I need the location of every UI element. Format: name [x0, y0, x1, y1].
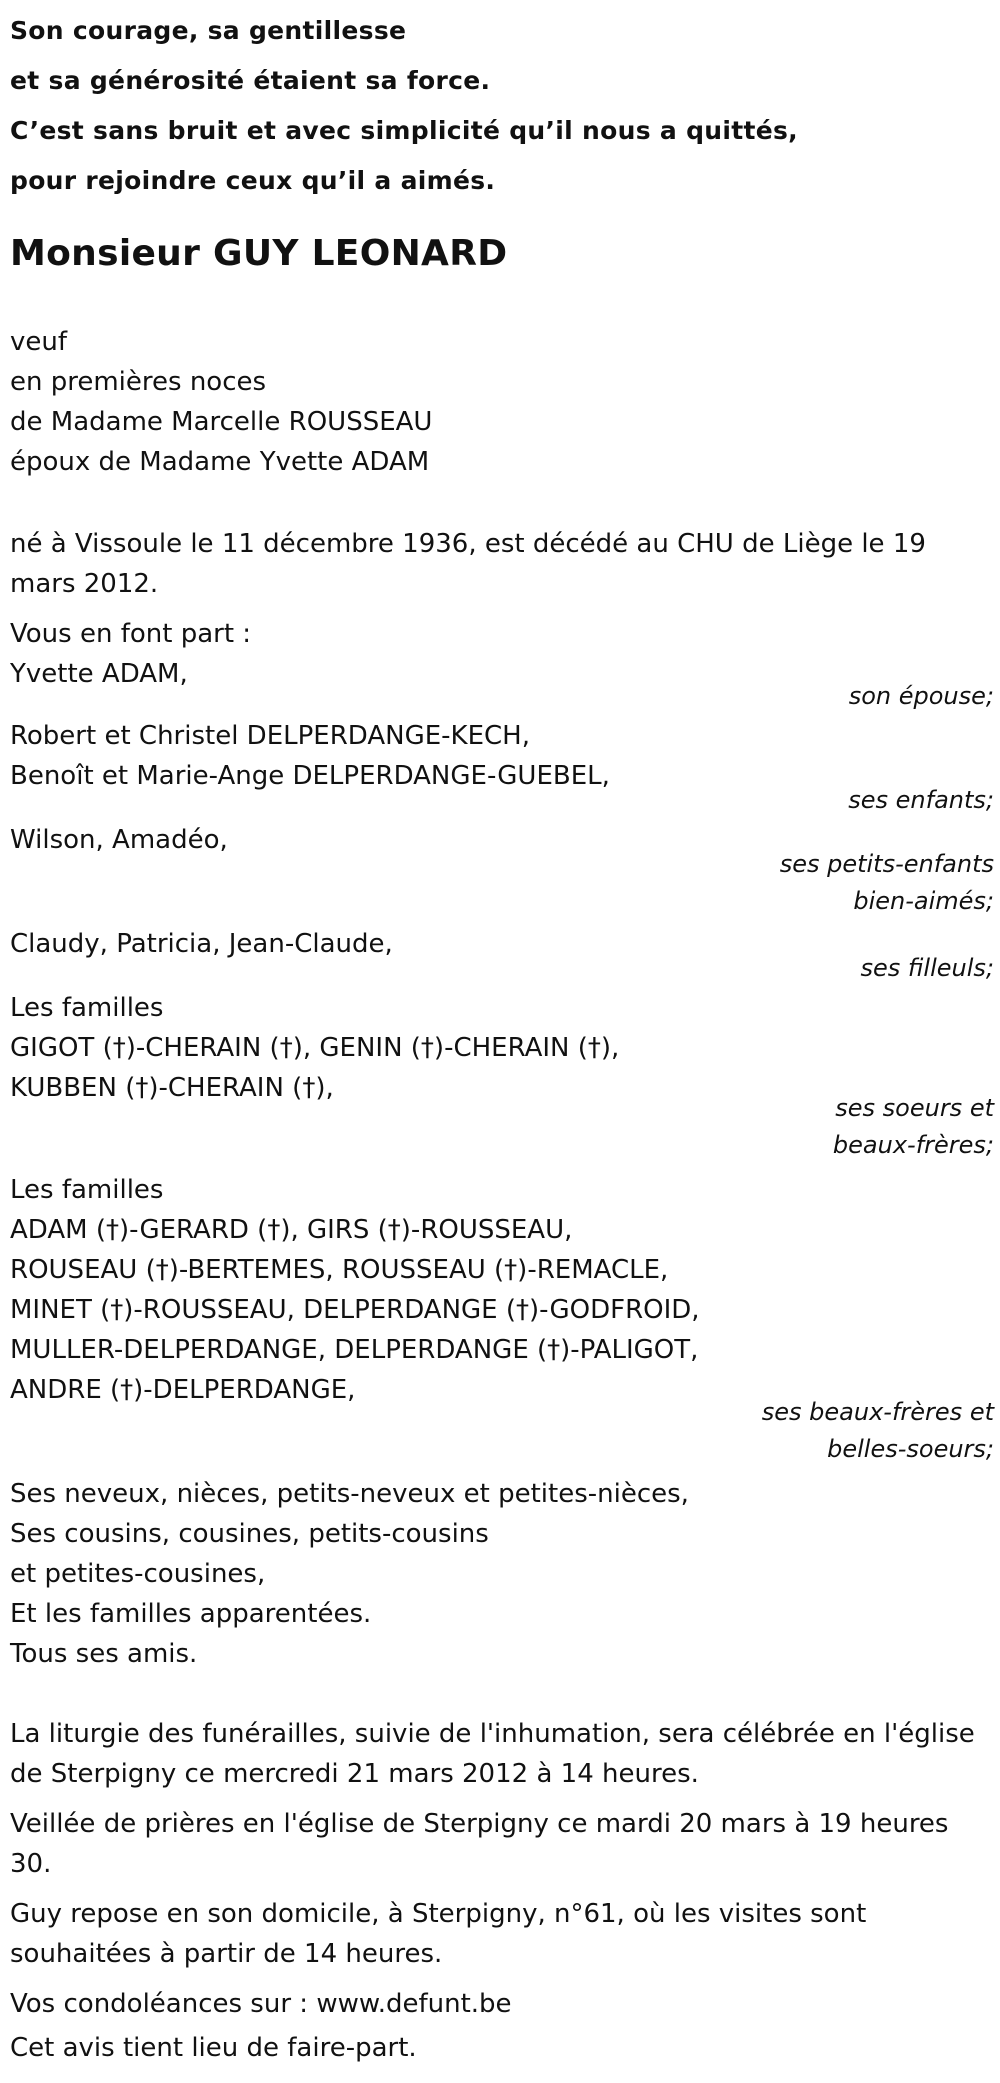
- children-names: [10, 716, 610, 796]
- sibling-line: KUBBEN (†)-CHERAIN (†),: [10, 1073, 334, 1103]
- sibling-line: Les familles: [10, 993, 164, 1023]
- birth-death-line: né à Vissoule le 11 décembre 1936, est décédé au CHU de Liège le 19: [10, 529, 926, 559]
- vigil-info: Veillée de prières en l'église de Sterpigny ce mardi 20 mars à 19 heures 30.: [10, 1809, 949, 1879]
- funeral-info: La liturgie des funérailles, suivie de l'inhumation, sera célébrée en l'église de Sterpigny ce mercredi 21 mars 2012 à 14 heures.: [10, 1719, 975, 1789]
- child-line: Robert et Christel DELPERDANGE-KECH,: [10, 721, 530, 751]
- sibling-line: GIGOT (†)-CHERAIN (†), GENIN (†)-CHERAIN (†),: [10, 1033, 620, 1063]
- godchildren-names: Claudy, Patricia, Jean-Claude,: [10, 929, 393, 959]
- condolences-info: Vos condoléances sur : www.defunt.be: [10, 1989, 512, 2019]
- role-line: ses petits-enfants: [779, 850, 994, 878]
- relative-line: Et les familles apparentées.: [10, 1599, 372, 1629]
- intro-line: C’est sans bruit et avec simplicité qu’il nous a quittés,: [10, 116, 798, 145]
- children-role: ses enfants;: [848, 786, 994, 814]
- in-law-line: MULLER-DELPERDANGE, DELPERDANGE (†)-PALIGOT,: [10, 1335, 699, 1365]
- in-law-line: ANDRE (†)-DELPERDANGE,: [10, 1375, 356, 1405]
- role-line: ses soeurs et: [835, 1094, 994, 1122]
- relative-line: Tous ses amis.: [10, 1639, 198, 1669]
- marital-line: de Madame Marcelle ROUSSEAU: [10, 407, 433, 437]
- role-line: ses beaux-frères et: [761, 1398, 994, 1426]
- child-line: Benoît et Marie-Ange DELPERDANGE-GUEBEL,: [10, 761, 610, 791]
- notice-text: Cet avis tient lieu de faire-part.: [10, 2033, 417, 2063]
- in-law-line: Les familles: [10, 1175, 164, 1205]
- intro-line: pour rejoindre ceux qu’il a aimés.: [10, 166, 496, 195]
- godchildren-role: ses filleuls;: [860, 954, 994, 982]
- birth-death-info: [10, 524, 926, 604]
- marital-status: [10, 322, 432, 482]
- marital-line: époux de Madame Yvette ADAM: [10, 447, 430, 477]
- intro-line: Son courage, sa gentillesse: [10, 16, 407, 45]
- wife-name: Yvette ADAM,: [10, 659, 188, 689]
- wife-role: son épouse;: [848, 682, 994, 710]
- intro-line: et sa générosité étaient sa force.: [10, 66, 491, 95]
- in-law-line: ADAM (†)-GERARD (†), GIRS (†)-ROUSSEAU,: [10, 1215, 573, 1245]
- relative-line: Ses cousins, cousines, petits-cousins: [10, 1519, 489, 1549]
- relative-line: et petites-cousines,: [10, 1559, 266, 1589]
- relative-line: Ses neveux, nièces, petits-neveux et petites-nièces,: [10, 1479, 689, 1509]
- deceased-name: Monsieur GUY LEONARD: [10, 233, 508, 274]
- in-laws-role: [762, 1394, 994, 1468]
- grandchildren-names: Wilson, Amadéo,: [10, 825, 228, 855]
- role-line: bien-aimés;: [853, 887, 994, 915]
- birth-death-line: mars 2012.: [10, 569, 159, 599]
- in-law-line: MINET (†)-ROUSSEAU, DELPERDANGE (†)-GODFROID,: [10, 1295, 700, 1325]
- siblings-names: [10, 988, 619, 1108]
- marital-line: en premières noces: [10, 367, 267, 397]
- rest-info: Guy repose en son domicile, à Sterpigny, n°61, où les visites sont souhaitées à partir de 14 heures.: [10, 1899, 867, 1969]
- in-laws-names: [10, 1170, 700, 1410]
- role-line: beaux-frères;: [832, 1131, 994, 1159]
- in-law-line: ROUSEAU (†)-BERTEMES, ROUSSEAU (†)-REMACLE,: [10, 1255, 669, 1285]
- intro-verse: [10, 6, 798, 206]
- marital-line: veuf: [10, 327, 68, 357]
- siblings-role: [833, 1090, 994, 1164]
- grandchildren-role: [780, 846, 994, 920]
- other-relatives: [10, 1474, 689, 1674]
- family-heading: Vous en font part :: [10, 619, 252, 649]
- role-line: belles-soeurs;: [827, 1435, 994, 1463]
